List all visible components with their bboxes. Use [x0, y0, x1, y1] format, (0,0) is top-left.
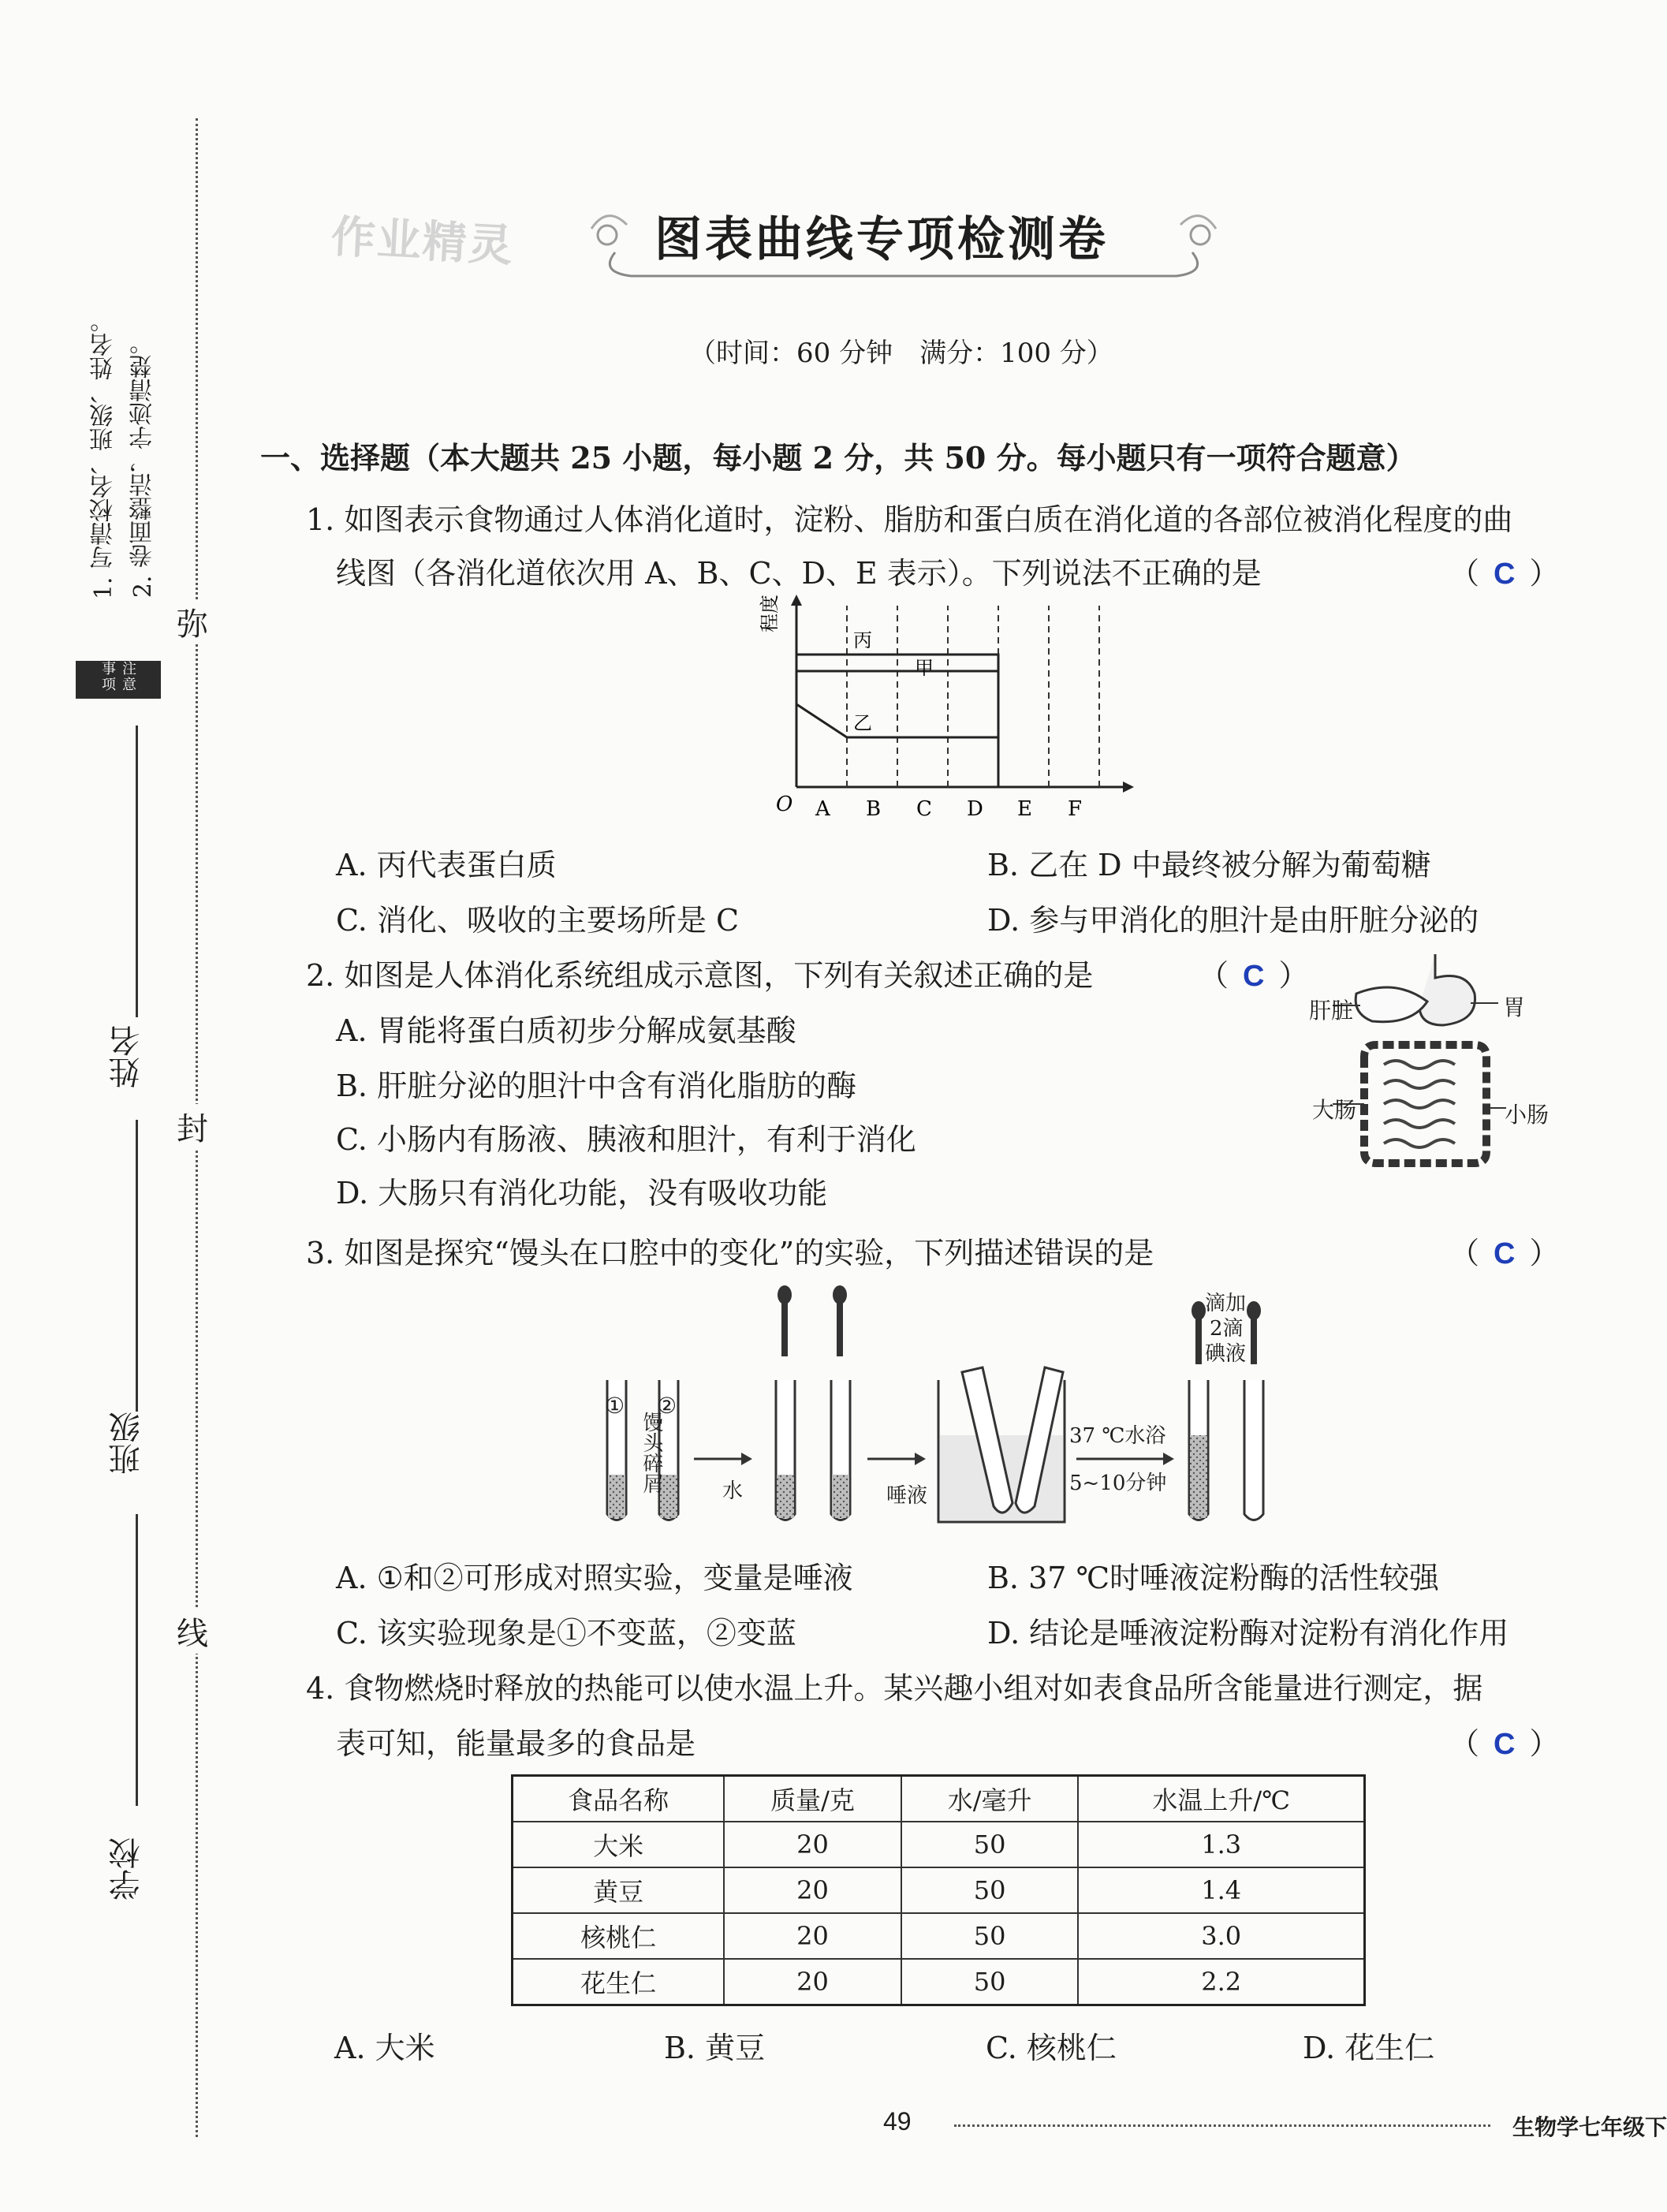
table-header: 水/毫升 [901, 1776, 1079, 1822]
label-iodine-1: 滴加 [1205, 1292, 1247, 1315]
chart-y-arrow [791, 595, 802, 606]
paren-close: ） [1529, 1236, 1560, 1270]
class-label: 班级 [109, 1412, 145, 1475]
q2-option-c[interactable]: C. 小肠内有肠液、胰液和胆汁，有利于消化 [336, 1122, 916, 1157]
q4-stem-line1: 4. 食物燃烧时释放的热能可以使水温上升。某兴趣小组对如表食品所含能量进行测定，据 [306, 1671, 1483, 1706]
table-cell: 1.3 [1078, 1822, 1364, 1867]
small-intestine-shape [1384, 1061, 1455, 1147]
table-header: 水温上升/℃ [1078, 1776, 1364, 1822]
q4-option-a[interactable]: A. 大米 [334, 2031, 435, 2065]
q3-answer-paren[interactable] [1449, 1229, 1559, 1272]
paren-close: ） [1529, 556, 1560, 591]
section-heading: 一、选择题（本大题共 25 小题，每小题 2 分，共 50 分。每小题只有一项符合题意） [260, 440, 1416, 476]
q1-option-b[interactable]: B. 乙在 D 中最终被分解为葡萄糖 [987, 848, 1431, 882]
water-bath [938, 1367, 1065, 1522]
label-stomach: 胃 [1503, 994, 1526, 1020]
table-cell: 黄豆 [513, 1867, 725, 1913]
label-small-intestine: 小肠 [1505, 1102, 1550, 1128]
digestive-system-diagram [1309, 946, 1546, 1175]
q2-option-d[interactable]: D. 大肠只有消化功能，没有吸收功能 [336, 1176, 828, 1210]
table-cell: 1.4 [1078, 1867, 1364, 1913]
table-cell: 2.2 [1078, 1959, 1364, 2005]
table-cell: 花生仁 [513, 1959, 725, 2005]
paren-close: ） [1529, 1726, 1560, 1761]
notice-label: 注意事项 [76, 661, 161, 699]
name-fill-line[interactable] [136, 726, 138, 1017]
q4-option-c[interactable]: C. 核桃仁 [986, 2031, 1117, 2065]
q1-digestion-chart [759, 590, 1128, 826]
table-cell: 50 [901, 1913, 1079, 1959]
q2-answer-paren[interactable] [1199, 951, 1308, 994]
table-cell: 50 [901, 1959, 1079, 2005]
q1-option-c[interactable]: C. 消化、吸收的主要场所是 C [336, 903, 740, 938]
chart-tick-label: A [815, 797, 830, 821]
table-row [513, 1959, 1365, 2005]
q2-option-a[interactable]: A. 胃能将蛋白质初步分解成氨基酸 [336, 1013, 796, 1048]
page-number: 49 [883, 2107, 912, 2136]
paren-close: ） [1278, 958, 1309, 993]
label-saliva: 唾液 [886, 1484, 928, 1508]
table-cell: 20 [724, 1867, 901, 1913]
table-cell: 20 [724, 1913, 901, 1959]
stomach-shape [1419, 954, 1475, 1025]
chart-tick-label: D [967, 797, 983, 821]
paren-open: （ [1449, 556, 1480, 591]
q3-option-a[interactable]: A. ①和②可形成对照实验，变量是唾液 [336, 1561, 853, 1595]
q2-stem: 2. 如图是人体消化系统组成示意图，下列有关叙述正确的是 [306, 958, 1094, 993]
q1-option-d[interactable]: D. 参与甲消化的胆汁是由肝脏分泌的 [987, 903, 1479, 938]
chart-tick-label: C [916, 797, 932, 821]
q4-answer: C [1494, 1728, 1516, 1761]
footer-rule [954, 2124, 1490, 2127]
school-label: 学校 [109, 1837, 145, 1901]
q1-stem-line2: 线图（各消化道依次用 A、B、C、D、E 表示）。下列说法不正确的是 [336, 556, 1262, 591]
q3-answer: C [1494, 1237, 1516, 1270]
table-header: 食品名称 [513, 1776, 725, 1822]
q4-answer-paren[interactable] [1449, 1719, 1559, 1763]
tube-2-label: ② [657, 1393, 677, 1419]
q4-option-b[interactable]: B. 黄豆 [664, 2031, 766, 2065]
tube-1-label: ① [605, 1393, 625, 1419]
seal-char-3: 线 [177, 1609, 208, 1654]
paren-open: （ [1449, 1726, 1480, 1761]
school-fill-line[interactable] [136, 1514, 138, 1806]
table-cell: 3.0 [1078, 1913, 1364, 1959]
table-header: 质量/克 [724, 1776, 901, 1822]
tube-pair-2 [776, 1285, 850, 1520]
table-header-row [513, 1776, 1365, 1822]
class-fill-line[interactable] [136, 1120, 138, 1412]
seal-char-1: 弥 [177, 599, 208, 644]
notice-2: 2. 卷面整洁，字迹清楚。 [129, 331, 157, 599]
chart-tick-label: F [1068, 797, 1083, 821]
q3-option-d[interactable]: D. 结论是唾液淀粉酶对淀粉有消化作用 [987, 1616, 1509, 1651]
chart-origin: O [776, 793, 793, 816]
time-score: （时间：60 分钟 满分：100 分） [689, 338, 1113, 369]
food-energy-table [511, 1774, 1366, 2006]
q3-stem: 3. 如图是探究“馒头在口腔中的变化”的实验，下列描述错误的是 [306, 1236, 1154, 1270]
q1-stem-line1: 1. 如图表示食物通过人体消化道时，淀粉、脂肪和蛋白质在消化道的各部位被消化程度的曲 [306, 502, 1513, 537]
experiment-diagram [584, 1285, 1293, 1538]
chart-series-label: 丙 [853, 629, 872, 651]
table-row [513, 1867, 1365, 1913]
q1-answer-paren[interactable] [1449, 549, 1559, 592]
label-bath-time: 5~10分钟 [1069, 1472, 1167, 1495]
q4-option-d[interactable]: D. 花生仁 [1303, 2031, 1435, 2065]
label-water: 水 [722, 1479, 744, 1503]
liver-shape [1356, 987, 1427, 1022]
q1-option-a[interactable]: A. 丙代表蛋白质 [336, 848, 557, 882]
q3-option-c[interactable]: C. 该实验现象是①不变蓝，②变蓝 [336, 1616, 796, 1651]
chart-series-label: 乙 [853, 712, 872, 734]
watermark: 作业精灵 [330, 211, 516, 271]
chart-ylabel: 程度 [759, 595, 781, 632]
table-cell: 20 [724, 1822, 901, 1867]
paren-open: （ [1449, 1236, 1480, 1270]
chart-tick-label: B [866, 797, 882, 821]
q1-answer: C [1494, 558, 1516, 591]
label-large-intestine: 大肠 [1312, 1097, 1357, 1123]
label-iodine-3: 碘液 [1205, 1342, 1247, 1366]
page-title: 图表曲线专项检测卷 [654, 212, 1109, 267]
table-cell: 50 [901, 1822, 1079, 1867]
title-banner [584, 197, 1224, 284]
seal-char-2: 封 [177, 1104, 208, 1149]
label-liver: 肝脏 [1309, 998, 1354, 1024]
chart-series-label: 甲 [915, 657, 934, 679]
name-label: 姓名 [109, 1025, 145, 1088]
label-iodine-2: 2滴 [1210, 1317, 1244, 1341]
table-row [513, 1913, 1365, 1959]
q2-option-b[interactable]: B. 肝脏分泌的胆汁中含有消化脂肪的酶 [336, 1069, 857, 1103]
table-cell: 50 [901, 1867, 1079, 1913]
q3-option-b[interactable]: B. 37 ℃时唾液淀粉酶的活性较强 [987, 1561, 1440, 1595]
label-bath-temp: 37 ℃水浴 [1069, 1424, 1166, 1448]
table-cell: 大米 [513, 1822, 725, 1867]
table-row [513, 1822, 1365, 1867]
label-bread: 馒头碎屑 [640, 1412, 663, 1494]
table-cell: 核桃仁 [513, 1913, 725, 1959]
notice-1: 1. 写清校名、班级、姓名。 [90, 309, 117, 600]
chart-x-arrow [1123, 781, 1134, 793]
table-cell: 20 [724, 1959, 901, 2005]
chart-tick-label: E [1017, 797, 1032, 821]
book-name: 生物学七年级下 [1512, 2115, 1667, 2139]
q4-stem-line2: 表可知，能量最多的食品是 [336, 1726, 696, 1761]
q2-answer: C [1243, 960, 1265, 993]
paren-open: （ [1199, 958, 1229, 993]
